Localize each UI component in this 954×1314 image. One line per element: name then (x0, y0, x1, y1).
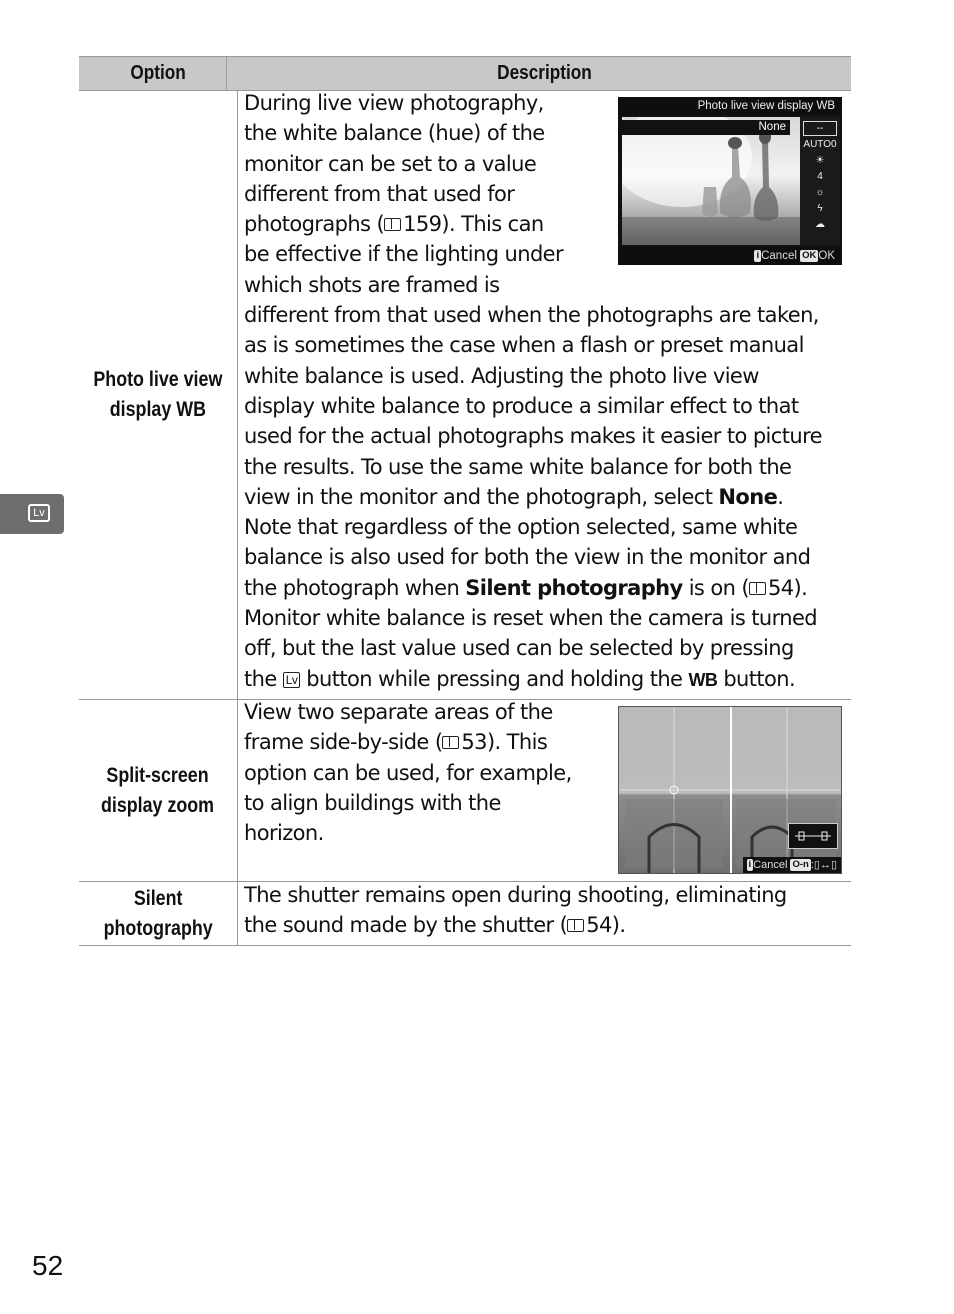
camera-screen-split-screen (618, 706, 842, 874)
text-line: the Lv button while pressing and holding the WB button. (244, 666, 796, 691)
lv-button-icon: Lv (283, 672, 300, 688)
text-line: as is sometimes the case when a flash or preset manual (244, 333, 804, 358)
text-line: the photograph when Silent photography is on ( 54). (244, 575, 808, 600)
page-number: 52 (32, 1250, 64, 1281)
text-line: display white balance to produce a similar effect to that (244, 393, 799, 418)
text-line: view in the monitor and the photograph, select None. (244, 484, 784, 509)
menu-value-none: None (718, 484, 778, 509)
option-cell (79, 882, 238, 945)
option-auto: AUTO0 (803, 139, 837, 150)
option-cell (79, 91, 238, 699)
option-label-line1: Split-screen (106, 763, 210, 787)
cloudy-icon: ☁ (815, 219, 825, 230)
info-button-icon: i (756, 250, 760, 261)
protect-button-icon: O-n (792, 859, 809, 870)
navigation-window (788, 823, 838, 849)
text-line: option can be used, for example, (244, 760, 572, 785)
text-line: the results. To use the same white balance for both the (244, 454, 792, 479)
info-button-icon: i (748, 859, 752, 870)
live-view-icon: Lv (28, 504, 50, 522)
left-zoom-panel (619, 707, 730, 873)
sunlight-icon: ☼ (815, 187, 825, 198)
grid-overlay (619, 707, 730, 873)
book-icon (442, 736, 459, 749)
text-line: off, but the last value used can be selected by pressing (244, 636, 794, 661)
fluorescent-icon: 4 (817, 171, 823, 182)
text-line: During live view photography, (244, 91, 544, 115)
text-line: different from that used for (244, 181, 515, 206)
screen-footer: i Cancel O-n :▯↔▯ (743, 857, 841, 873)
option-label-line2: photography (103, 916, 213, 940)
book-icon (384, 218, 401, 231)
wb-option-list (800, 117, 840, 245)
text-line: be effective if the lighting under (244, 242, 564, 267)
screen-title: Photo live view display WB (618, 97, 842, 115)
text-line: View two separate areas of the (244, 700, 553, 724)
text-line: different from that used when the photographs are taken, (244, 303, 819, 328)
book-icon (567, 919, 584, 932)
split-toggle-icon: :▯↔▯ (810, 859, 837, 871)
text-line: The shutter remains open during shooting, eliminating (244, 883, 787, 907)
text-line: white balance is used. Adjusting the photo live view (244, 363, 759, 388)
table-header (79, 56, 851, 91)
text-line: Note that regardless of the option selected, same white (244, 515, 798, 540)
option-label-line1: Silent (133, 886, 183, 910)
incandescent-icon: ☀ (815, 155, 825, 166)
bottles-illustration (622, 117, 806, 245)
selected-option-bar: None (622, 120, 790, 135)
option-label-line2: display zoom (101, 793, 215, 817)
option-none: -- (803, 121, 837, 136)
description-cell (238, 882, 851, 945)
ok-button-icon: OK (802, 250, 817, 261)
header-option: Option (90, 57, 227, 90)
split-position-indicator (789, 824, 837, 848)
text-line: monitor can be set to a value (244, 151, 537, 176)
camera-screen-photo-live-view-wb (618, 97, 842, 265)
text-line: balance is also used for both the view in the monitor and (244, 545, 811, 570)
option-label-line2: display WB (109, 398, 207, 421)
option-cell (79, 700, 238, 881)
text-line: to align buildings with the (244, 790, 501, 815)
text-line: Monitor white balance is reset when the camera is turned (244, 606, 818, 631)
bottles-scene-image (622, 117, 806, 245)
book-icon (749, 582, 766, 595)
text-line: the sound made by the shutter ( 54). (244, 913, 626, 938)
option-label-line1: Photo live view (93, 368, 223, 391)
text-line: horizon. (244, 821, 324, 846)
text-line: photographs ( 159). This can (244, 212, 544, 237)
text-line: which shots are framed is (244, 272, 500, 297)
text-line: frame side-by-side ( 53). This (244, 730, 548, 755)
text-line: the white balance (hue) of the (244, 121, 545, 146)
text-line: used for the actual photographs makes it easier to picture (244, 424, 822, 449)
live-view-section-tab (0, 494, 64, 534)
wb-button-label: WB (688, 669, 718, 690)
header-description: Description (497, 62, 592, 84)
menu-item-silent-photography: Silent photography (465, 575, 683, 600)
table-row-silent-photography (79, 882, 851, 946)
screen-footer: i Cancel OK OK (618, 247, 842, 265)
flash-icon: ϟ (817, 203, 823, 214)
